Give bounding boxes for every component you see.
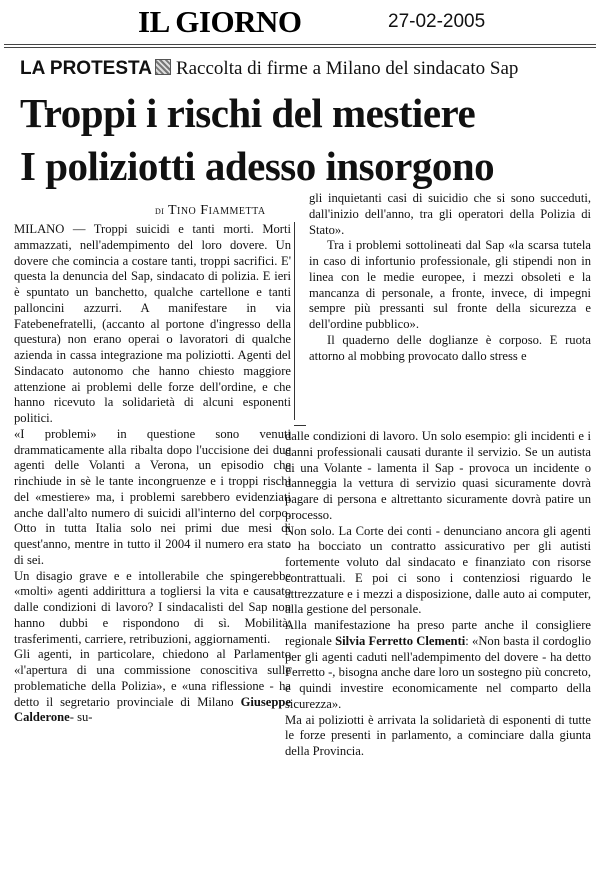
paragraph: MILANO — Troppi suicidi e tanti morti. Morti ammazzati, nell'adempimento del loro dovere. Un dovere che comincia a costare tanti, troppi sacrifici. E' questa la denuncia del Sap, sindacato di polizia. E ieri è spuntato un banchetto, qualche cartellone e tanti palloncini azzurri. A manifestare in via Fatebenefratelli, (accanto al portone d'ingresso della questura) non erano operai o lavoratori di qualche azienda in cassa integrazione ma poliziotti. Agenti del Sindacato autonomo che hanno chiesto maggiore attenzione ai problemi delle forze dell'ordine, e che hanno ricevuto la solidarietà di alcuni esponenti politici. bbox=[14, 222, 291, 425]
article-column-left bbox=[14, 222, 291, 726]
paragraph-text: Alla manifestazione ha preso parte anche il consigliere regionale bbox=[285, 618, 591, 648]
byline-author: Tino Fiammetta bbox=[167, 203, 266, 218]
top-rule bbox=[4, 44, 596, 45]
newspaper-logo: IL GIORNO bbox=[138, 4, 302, 39]
section-marker-icon bbox=[155, 59, 171, 75]
paragraph: Un disagio grave e e intollerabile che spingerebbe «molti» agenti addirittura a togliersi la vita e causato dalle condizioni di lavoro? I sindacalisti del Sap non hanno dubbi e rispondono di sì. Mobilità, trasferimenti, carriere, retribuzioni, aggiornamenti. bbox=[14, 568, 291, 646]
headline-line-2: I poliziotti adesso insorgono bbox=[20, 143, 495, 189]
hyphen-continuation: - su- bbox=[69, 710, 93, 725]
paragraph: Ma ai poliziotti è arrivata la solidarietà di esponenti di tutte le forze presenti in parlamento, a cominciare dalla giunta della Provincia. bbox=[285, 712, 591, 758]
column-divider-corner bbox=[294, 425, 306, 426]
paragraph-text: Gli agenti, in particolare, chiedono al Parlamento «l'apertura di una commissione conoscitiva sulle problematiche della Polizia», e «una riflessione - ha detto il segretario provinciale di Milano bbox=[14, 647, 291, 709]
article-column-right-bottom bbox=[285, 429, 591, 760]
kicker-label: LA PROTESTA bbox=[20, 58, 152, 79]
masthead bbox=[0, 0, 600, 44]
headline-line-1: Troppi i rischi del mestiere bbox=[20, 90, 476, 136]
top-rule-second bbox=[4, 47, 596, 48]
paragraph: Tra i problemi sottolineati dal Sap «la scarsa tutela in caso di infortunio professionale, gli stipendi non in linea con le medie europee, i mezzi obsoleti e la mancanza di personale, a fronte, invece, di impegni sempre più pressanti sul fronte della sicurezza e dell'ordine pubblico». bbox=[309, 238, 591, 331]
byline-prefix: di bbox=[155, 203, 165, 217]
quoted-person-name: Giuseppe Calderone bbox=[14, 694, 291, 725]
column-divider bbox=[294, 222, 295, 420]
paragraph: Non solo. La Corte dei conti - denunciano ancora gli agenti - ha bocciato un contratto assicurativo per gli autisti fortemente voluto dal sindacato e finanziato con risorse contrattuali. E poi ci sono i contenziosi riguardo le attrezzature e i mezzi a disposizione, dalle auto ai computer, alla gestione del personale. bbox=[285, 523, 591, 617]
quoted-person-name: Silvia Ferretto Clementi bbox=[335, 633, 466, 648]
paragraph: «I problemi» in questione sono venuti drammaticamente alla ribalta dopo l'uccisione dei due agenti delle Volanti a Verona, un episodio che rinchiude in sè le tante incongruenze e i troppi rischi del «mestiere» ma, i problemi sarebbero evidenziati anche dall'alto numero di suicidi all'interno del corpo. Otto in tutta Italia solo nei primi due mesi di quest'anno, mentre in tutto il 2004 il numero era stato di sei. bbox=[14, 426, 291, 567]
paragraph: Il quaderno delle doglianze è corposo. E ruota attorno al mobbing provocato dallo stress e bbox=[309, 332, 591, 363]
article-column-right-top bbox=[309, 191, 591, 364]
byline bbox=[155, 203, 266, 219]
quote-text: : «Non basta il cordoglio per gli agenti caduti nell'adempimento del dovere - ha detto Ferretto -, bisogna anche dare loro un sostegno più concreto, e quindi investire economicamente nel comparto della sicurezza». bbox=[285, 633, 591, 711]
kicker-subtitle: Raccolta di firme a Milano del sindacato Sap bbox=[175, 58, 519, 79]
paragraph bbox=[14, 647, 291, 726]
issue-date: 27-02-2005 bbox=[388, 11, 486, 32]
paragraph bbox=[285, 618, 591, 713]
kicker bbox=[20, 56, 518, 83]
paragraph: gli inquietanti casi di suicidio che si sono succeduti, dall'inizio dell'anno, tra gli operatori della Polizia di Stato». bbox=[309, 191, 591, 237]
paragraph: dalle condizioni di lavoro. Un solo esempio: gli incidenti e i danni professionali causati durante il servizio. Se un autista di una Volante - lamenta il Sap - provoca un incidente o danneggia la vettura di servizio quasi sicuramente dovrà pagare di persona e altrettanto sicuramente dovrà patire un processo. bbox=[285, 429, 591, 522]
